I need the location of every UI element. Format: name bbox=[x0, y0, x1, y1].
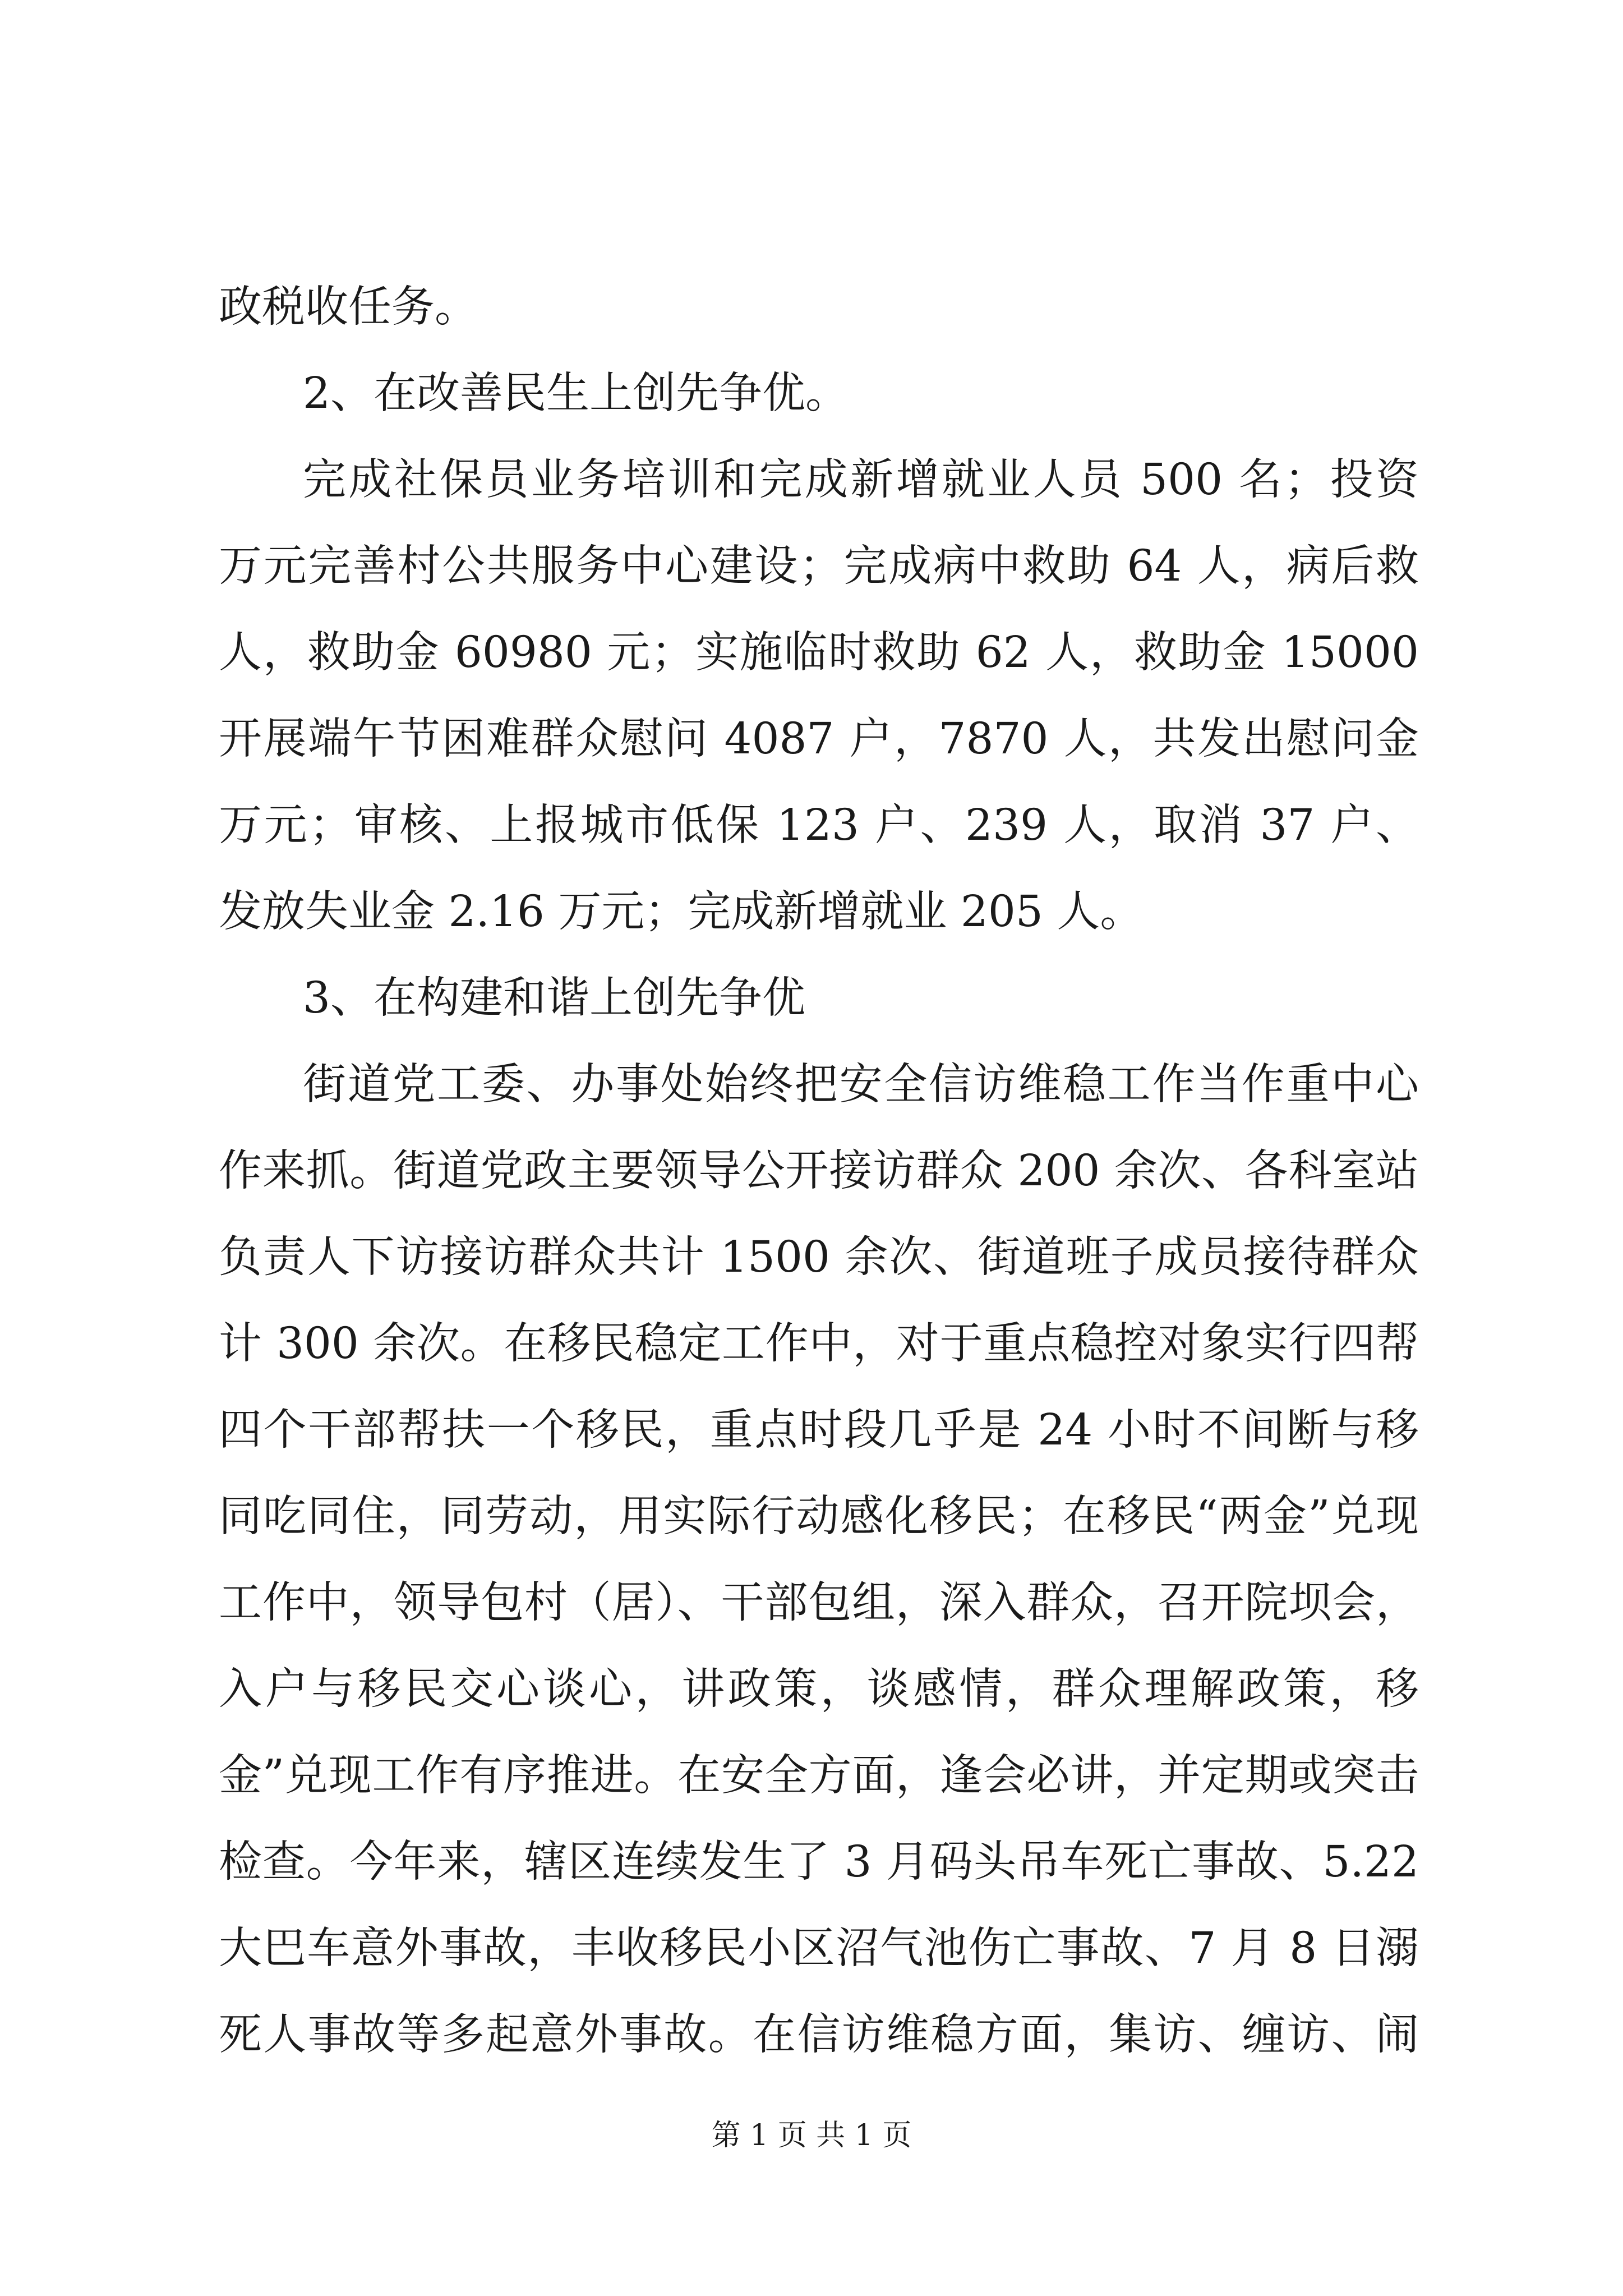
text-line: 检查。今年来，辖区连续发生了 3 月码头吊车死亡事故、5.22 bbox=[219, 1837, 1419, 1887]
text-line: 万元完善村公共服务中心建设；完成病中救助 64 人，病后救 bbox=[219, 541, 1419, 591]
section-heading: 3、在构建和谐上创先争优 bbox=[303, 973, 805, 1023]
text-line: 计 300 余次。在移民稳定工作中，对于重点稳控对象实行四帮 bbox=[219, 1319, 1419, 1369]
section-heading: 2、在改善民生上创先争优。 bbox=[303, 369, 849, 418]
text-line: 工作中，领导包村（居）、干部包组，深入群众，召开院坝会， bbox=[219, 1578, 1419, 1628]
text-line: 作来抓。街道党政主要领导公开接访群众 200 余次、各科室站 bbox=[219, 1146, 1419, 1196]
text-line: 同吃同住，同劳动，用实际行动感化移民；在移民“两金”兑现 bbox=[219, 1492, 1419, 1542]
text-line: 完成社保员业务培训和完成新增就业人员 500 名；投资 bbox=[303, 455, 1419, 505]
text-line: 人，救助金 60980 元；实施临时救助 62 人，救助金 15000 bbox=[219, 628, 1419, 678]
text-line: 入户与移民交心谈心，讲政策，谈感情，群众理解政策，移 bbox=[219, 1664, 1419, 1714]
text-line: 政税收任务。 bbox=[219, 282, 478, 332]
text-line: 万元；审核、上报城市低保 123 户、239 人，取消 37 户、 bbox=[219, 800, 1419, 850]
text-line: 大巴车意外事故，丰收移民小区沼气池伤亡事故、7 月 8 日溺 bbox=[219, 1924, 1419, 1973]
text-line: 四个干部帮扶一个移民，重点时段几乎是 24 小时不间断与移 bbox=[219, 1405, 1419, 1455]
text-line: 金”兑现工作有序推进。在安全方面，逢会必讲，并定期或突击 bbox=[219, 1751, 1419, 1801]
page-number: 第 1 页 共 1 页 bbox=[711, 2119, 912, 2152]
page-footer bbox=[0, 2116, 1623, 2155]
text-line: 街道党工委、办事处始终把安全信访维稳工作当作重中心 bbox=[303, 1060, 1419, 1110]
text-line: 负责人下访接访群众共计 1500 余次、街道班子成员接待群众 bbox=[219, 1232, 1419, 1282]
text-line: 开展端午节困难群众慰问 4087 户，7870 人，共发出慰问金 bbox=[219, 714, 1419, 764]
text-line: 死人事故等多起意外事故。在信访维稳方面，集访、缠访、闹 bbox=[219, 2010, 1419, 2060]
text-line: 发放失业金 2.16 万元；完成新增就业 205 人。 bbox=[219, 887, 1144, 937]
